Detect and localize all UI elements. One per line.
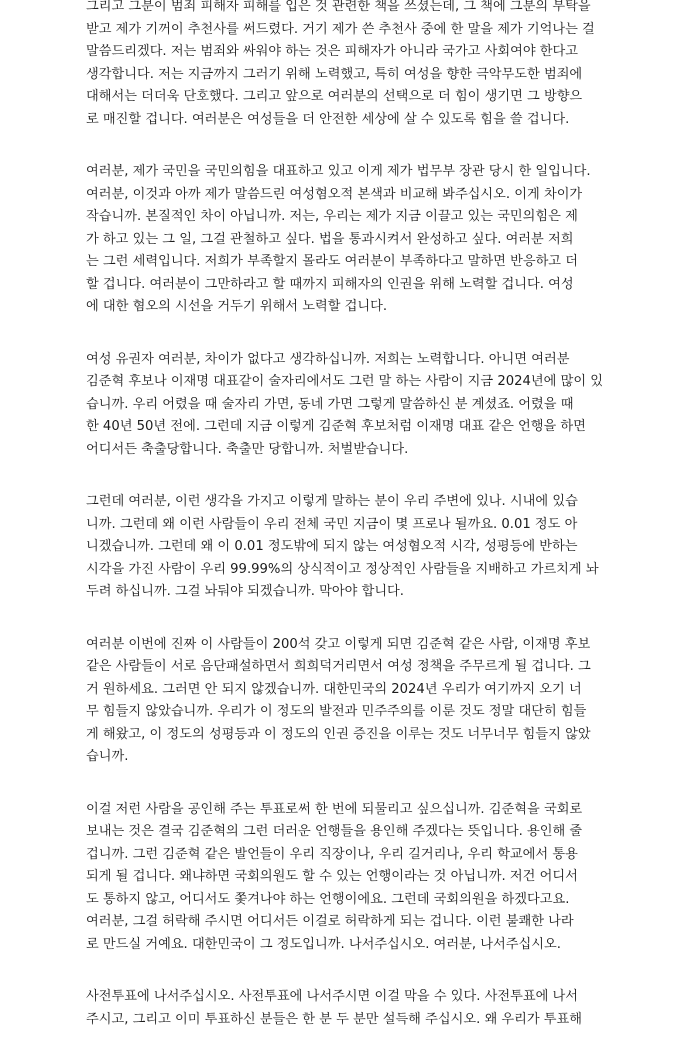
- text-line: 는 그런 세력입니다. 저희가 부족할지 몰라도 여러분이 부족하다고 말하면 반응하고 더: [86, 254, 578, 269]
- paragraph-2: [86, 161, 626, 319]
- paragraph-4: [86, 491, 626, 604]
- text-line: 여러분 이번에 진짜 이 사람들이 200석 갖고 이렇게 되면 김준혁 같은 사람, 이재명 후보: [86, 636, 591, 652]
- text-line: 작습니까. 본질적인 차이 아닙니까. 저는, 우리는 제가 지금 이끌고 있는 국민의힘은 제: [86, 209, 578, 224]
- text-line: 할 겁니다. 여러분이 그만하라고 할 때까지 피해자의 인권을 위해 노력할 겁니다. 여성: [86, 276, 574, 292]
- text-line: 습니까. 우리 어렸을 때 술자리 가면, 동네 가면 그렇게 말씀하신 분 계셨죠. 어렸을 때: [86, 396, 574, 412]
- text-line: 어디서든 축출당합니다. 축출만 당합니까. 처벌받습니다.: [86, 441, 409, 457]
- text-line: 이걸 저런 사람을 공인해 주는 투표로써 한 번에 되물리고 싶으십니까. 김준혁을 국회로: [86, 801, 583, 817]
- text-line: 김준혁 후보나 이재명 대표같이 술자리에서도 그런 말 하는 사람이 지금 2024년에 많이 있: [86, 374, 603, 389]
- text-line: 에 대한 혐오의 시선을 거두기 위해서 노력할 겁니다.: [86, 299, 388, 314]
- text-line: 여러분, 이것과 아까 제가 말씀드린 여성혐오적 본색과 비교해 봐주십시오. 이게 차이가: [86, 186, 583, 202]
- paragraph-7: [86, 986, 626, 1031]
- text-line: 사전투표에 나서주십시오. 사전투표에 나서주시면 이걸 막을 수 있다. 사전투표에 나서: [86, 989, 578, 1004]
- text-line: 말씀드리겠다. 저는 범죄와 싸워야 하는 것은 피해자가 아니라 국가고 사회여야 한다고: [86, 44, 578, 59]
- text-line: 여성 유권자 여러분, 차이가 없다고 생각하십니까. 저희는 노력합니다. 아니면 여러분: [86, 351, 570, 367]
- text-line: 로 만드실 거예요. 대한민국이 그 정도입니까. 나서주십시오. 여러분, 나서주십시오.: [86, 936, 561, 952]
- text-line: 여러분, 제가 국민을 국민의힘을 대표하고 있고 이게 제가 법무부 장관 당시 한 일입니다.: [86, 164, 591, 179]
- text-line: 한 40년 50년 전에. 그런데 지금 이렇게 김준혁 후보처럼 이재명 대표 같은 언행을 하면: [86, 419, 586, 434]
- text-line: 보내는 것은 결국 김준혁의 그런 더러운 언행들을 용인해 주겠다는 뜻입니다. 용인해 줄: [86, 824, 583, 839]
- text-line: 주시고, 그리고 이미 투표하신 분들은 한 분 두 분만 설득해 주십시오. 왜 우리가 투표해: [86, 1011, 583, 1027]
- text-line: 여러분, 그걸 허락해 주시면 어디서든 이걸로 허락하게 되는 겁니다. 이런 불쾌한 나라: [86, 914, 574, 929]
- text-line: 거 원하세요. 그러면 안 되지 않겠습니까. 대한민국의 2024년 우리가 여기까지 오기 너: [86, 681, 582, 697]
- text-line: 두려 하십니까. 그걸 놔둬야 되겠습니까. 막아야 합니다.: [86, 584, 404, 599]
- text-line: 그런데 여러분, 이런 생각을 가지고 이렇게 말하는 분이 우리 주변에 있나. 시내에 있습: [86, 494, 578, 509]
- text-line: 되게 될 겁니다. 왜냐하면 국회의원도 할 수 있는 언행이라는 것 아닙니까. 저건 어디서: [86, 869, 578, 884]
- document-body: [86, 0, 626, 1061]
- text-line: 그리고 그분이 범죄 피해자 피해를 입은 것 관련한 책을 쓰셨는데, 그 책에 그분의 부탁을: [86, 0, 591, 14]
- text-line: 같은 사람들이 서로 음단패설하면서 희희덕거리면서 여성 정책을 주무르게 될 겁니다. 그: [86, 659, 591, 674]
- text-line: 니까. 그런데 왜 이런 사람들이 우리 전체 국민 지금이 몇 프로나 될까요. 0.01 정도 아: [86, 516, 578, 532]
- text-line: 도 통하지 않고, 어디서도 쫓겨나야 하는 언행이에요. 그런데 국회의원을 하겠다고요.: [86, 891, 570, 907]
- text-line: 무 힘들지 않았습니까. 우리가 이 정도의 발전과 민주주의를 이룬 것도 정말 대단히 힘들: [86, 704, 587, 719]
- paragraph-5: [86, 634, 626, 769]
- text-line: 대해서는 더더욱 단호했다. 그리고 앞으로 여러분의 선택으로 더 힘이 생기면 그 방향으: [86, 89, 583, 104]
- text-line: 니겠습니까. 그런데 왜 이 0.01 정도밖에 되지 않는 여성혐오적 시각, 성평등에 반하는: [86, 539, 578, 554]
- paragraph-3: [86, 349, 626, 462]
- text-line: 시각을 가진 사람이 우리 99.99%의 상식적이고 정상적인 사람들을 지배하고 가르치게 놔: [86, 561, 599, 577]
- text-line: 받고 제가 기꺼이 추천사를 써드렸다. 거기 제가 쓴 추천사 중에 한 말을 제가 기억나는 걸: [86, 21, 595, 37]
- text-line: 습니까.: [86, 749, 129, 764]
- text-line: 생각합니다. 저는 지금까지 그러기 위해 노력했고, 특히 여성을 향한 극악무도한 범죄에: [86, 66, 583, 82]
- text-line: 로 매진할 겁니다. 여러분은 여성들을 더 안전한 세상에 살 수 있도록 힘을 쓸 겁니다.: [86, 111, 570, 127]
- paragraph-1: [86, 0, 626, 131]
- text-line: 가 하고 있는 그 일, 그걸 관철하고 싶다. 법을 통과시켜서 완성하고 싶다. 여러분 저희: [86, 231, 574, 247]
- text-line: 게 해왔고, 이 정도의 성평등과 이 정도의 인권 증진을 이루는 것도 너무너무 힘들지 않았: [86, 726, 591, 742]
- paragraph-6: [86, 799, 626, 957]
- text-line: 겁니까. 그런 김준혁 같은 발언들이 우리 직장이나, 우리 길거리나, 우리 학교에서 통용: [86, 846, 578, 862]
